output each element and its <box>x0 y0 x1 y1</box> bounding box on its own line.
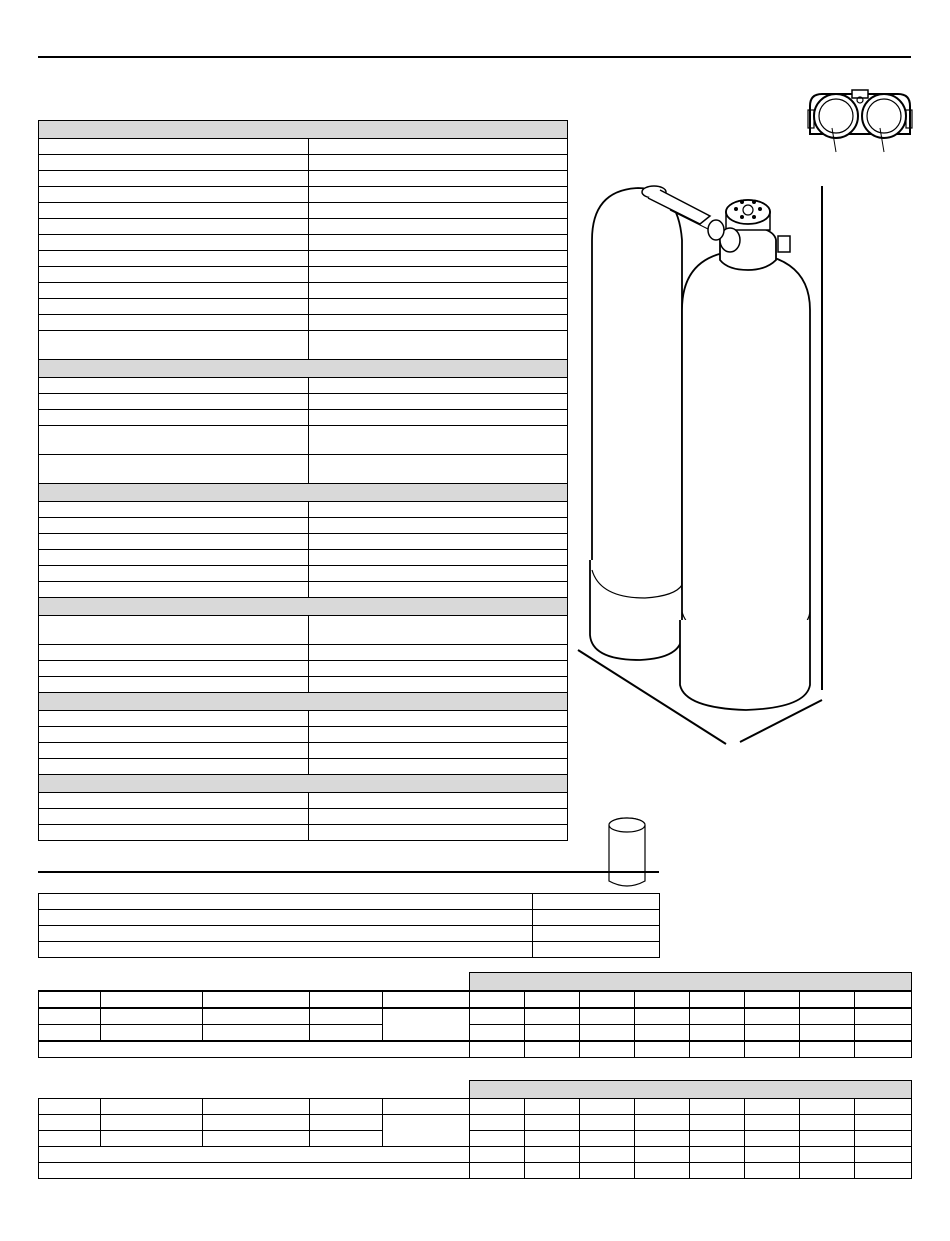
table-cell <box>690 1147 745 1163</box>
table-cell <box>690 1025 745 1042</box>
table-row <box>39 187 568 203</box>
table-cell <box>101 1008 203 1025</box>
spec-label <box>39 187 309 203</box>
table-row <box>39 910 660 926</box>
spec-value <box>309 759 568 775</box>
table-cell <box>635 1025 690 1042</box>
spec-value <box>309 677 568 693</box>
spec-section-header <box>39 121 568 139</box>
flow-rate-table-1 <box>38 972 912 1058</box>
table-cell <box>525 1099 580 1115</box>
table-row <box>39 645 568 661</box>
table-cell <box>745 1163 800 1179</box>
table-cell <box>635 991 690 1008</box>
spec-label <box>39 315 309 331</box>
table-cell <box>580 1163 635 1179</box>
table-cell <box>310 1131 383 1147</box>
flow-table-2-header <box>470 1081 912 1099</box>
table-cell <box>855 1131 912 1147</box>
table-cell <box>470 1163 525 1179</box>
table-row <box>39 616 568 645</box>
table-cell <box>203 1008 310 1025</box>
spec-label <box>39 550 309 566</box>
table-cell <box>855 1115 912 1131</box>
flow-table-1-header <box>470 973 912 992</box>
table-cell <box>635 1099 690 1115</box>
spec-value <box>309 661 568 677</box>
table-cell <box>470 1115 525 1131</box>
table-cell <box>580 1099 635 1115</box>
table-row <box>39 203 568 219</box>
table-row <box>39 727 568 743</box>
table-row <box>39 331 568 360</box>
table-cell <box>580 1115 635 1131</box>
spec-value <box>309 219 568 235</box>
spec-label <box>39 203 309 219</box>
spec-value <box>309 283 568 299</box>
table-cell <box>39 1041 470 1058</box>
table-cell <box>690 1115 745 1131</box>
table-cell <box>745 1131 800 1147</box>
table-cell <box>203 1131 310 1147</box>
table-cell <box>855 1008 912 1025</box>
spec-value <box>309 502 568 518</box>
spec-value <box>309 187 568 203</box>
top-rule <box>38 56 911 58</box>
spec-value <box>309 251 568 267</box>
table-cell <box>800 1041 855 1058</box>
table-cell <box>525 1115 580 1131</box>
spec-value <box>309 139 568 155</box>
table-row <box>39 743 568 759</box>
spec-label <box>39 616 309 645</box>
table-cell <box>310 1099 383 1115</box>
table-cell <box>745 1041 800 1058</box>
twin-tank-top-view-icon <box>800 86 920 156</box>
spec-value <box>309 550 568 566</box>
table-cell <box>745 1008 800 1025</box>
table-cell <box>800 1099 855 1115</box>
media-label <box>39 926 533 942</box>
table-cell <box>383 1115 470 1147</box>
media-value <box>533 926 660 942</box>
table-row <box>39 550 568 566</box>
spec-value <box>309 727 568 743</box>
table-cell <box>39 1131 101 1147</box>
spec-value <box>309 203 568 219</box>
table-row <box>39 267 568 283</box>
table-cell <box>745 991 800 1008</box>
table-cell <box>470 991 525 1008</box>
table-cell <box>470 1131 525 1147</box>
table-cell <box>310 991 383 1008</box>
table-row <box>39 534 568 550</box>
table-row <box>39 219 568 235</box>
table-cell <box>745 1115 800 1131</box>
table-cell <box>39 991 101 1008</box>
spec-section-header <box>39 360 568 378</box>
spec-value <box>309 378 568 394</box>
table-cell <box>635 1147 690 1163</box>
table-row <box>39 825 568 841</box>
spec-value <box>309 299 568 315</box>
table-cell <box>383 991 470 1008</box>
table-cell <box>101 1099 203 1115</box>
spec-label <box>39 171 309 187</box>
table-row <box>39 661 568 677</box>
spec-label <box>39 267 309 283</box>
table-cell <box>855 1099 912 1115</box>
spec-label <box>39 331 309 360</box>
table-cell <box>855 1163 912 1179</box>
table-cell <box>39 1115 101 1131</box>
table-cell <box>690 991 745 1008</box>
spec-label <box>39 727 309 743</box>
spec-value <box>309 809 568 825</box>
table-cell <box>310 1115 383 1131</box>
spec-value <box>309 331 568 360</box>
table-cell <box>580 1008 635 1025</box>
table-cell <box>101 1131 203 1147</box>
spec-label <box>39 677 309 693</box>
spec-label <box>39 582 309 598</box>
table-row <box>39 299 568 315</box>
spec-label <box>39 251 309 267</box>
spec-value <box>309 394 568 410</box>
table-cell <box>470 1025 525 1042</box>
spec-value <box>309 793 568 809</box>
spec-label <box>39 566 309 582</box>
table-row <box>39 582 568 598</box>
table-cell <box>39 1099 101 1115</box>
table-cell <box>690 1099 745 1115</box>
spec-label <box>39 793 309 809</box>
table-cell <box>745 1025 800 1042</box>
table-cell <box>745 1147 800 1163</box>
spec-label <box>39 743 309 759</box>
table-cell <box>635 1131 690 1147</box>
table-row <box>39 410 568 426</box>
table-row <box>39 315 568 331</box>
table-cell <box>101 1115 203 1131</box>
table-cell <box>383 1099 470 1115</box>
table-cell <box>39 1025 101 1042</box>
table-cell <box>580 1041 635 1058</box>
spec-label <box>39 455 309 484</box>
table-row <box>39 171 568 187</box>
spec-label <box>39 502 309 518</box>
table-cell <box>203 1025 310 1042</box>
table-cell <box>470 1008 525 1025</box>
spec-section-header <box>39 775 568 793</box>
table-cell <box>800 1008 855 1025</box>
table-row <box>39 455 568 484</box>
spec-label <box>39 219 309 235</box>
table-row <box>39 378 568 394</box>
table-row <box>39 235 568 251</box>
table-row <box>39 677 568 693</box>
table-cell <box>39 1147 470 1163</box>
table-cell <box>101 1025 203 1042</box>
table-row <box>39 251 568 267</box>
table-cell <box>525 1025 580 1042</box>
spec-value <box>309 645 568 661</box>
table-cell <box>800 1147 855 1163</box>
media-value <box>533 894 660 910</box>
table-cell <box>800 1025 855 1042</box>
table-cell <box>203 1115 310 1131</box>
spec-section-header <box>39 598 568 616</box>
table-cell <box>580 1025 635 1042</box>
spec-label <box>39 155 309 171</box>
table-cell <box>470 1147 525 1163</box>
spec-value <box>309 235 568 251</box>
table-cell <box>855 1025 912 1042</box>
table-cell <box>580 1131 635 1147</box>
spec-value <box>309 582 568 598</box>
table-cell <box>101 991 203 1008</box>
table-cell <box>39 1008 101 1025</box>
table-row <box>39 809 568 825</box>
table-cell <box>690 1163 745 1179</box>
spec-value <box>309 518 568 534</box>
media-value <box>533 942 660 958</box>
spec-section-header <box>39 484 568 502</box>
table-cell <box>525 1131 580 1147</box>
table-row <box>39 566 568 582</box>
twin-tank-water-conditioner-drawing <box>570 180 840 750</box>
table-cell <box>525 1041 580 1058</box>
table-row <box>39 711 568 727</box>
table-cell <box>800 1115 855 1131</box>
table-cell <box>203 991 310 1008</box>
spec-value <box>309 711 568 727</box>
table-cell <box>690 1008 745 1025</box>
table-cell <box>745 1099 800 1115</box>
table-cell <box>525 1147 580 1163</box>
spec-label <box>39 139 309 155</box>
table-cell <box>310 1008 383 1025</box>
media-value <box>533 910 660 926</box>
spec-value <box>309 171 568 187</box>
spec-value <box>309 426 568 455</box>
spec-value <box>309 155 568 171</box>
table-cell <box>470 1099 525 1115</box>
table-cell <box>525 1008 580 1025</box>
table-cell <box>855 1041 912 1058</box>
table-row <box>39 502 568 518</box>
spec-label <box>39 759 309 775</box>
spec-label <box>39 809 309 825</box>
table-row <box>39 155 568 171</box>
table-row <box>39 283 568 299</box>
spec-label <box>39 283 309 299</box>
table-cell <box>855 1147 912 1163</box>
spec-value <box>309 566 568 582</box>
media-label <box>39 910 533 926</box>
table-cell <box>39 1163 470 1179</box>
spec-label <box>39 645 309 661</box>
table-cell <box>525 1163 580 1179</box>
table-cell <box>800 1131 855 1147</box>
table-cell <box>580 1147 635 1163</box>
spec-section-header <box>39 693 568 711</box>
spec-value <box>309 315 568 331</box>
specification-table <box>38 120 568 841</box>
spec-label <box>39 378 309 394</box>
table-cell <box>635 1163 690 1179</box>
media-cylinder-icon <box>605 815 650 890</box>
table-cell <box>203 1099 310 1115</box>
table-row <box>39 139 568 155</box>
spec-label <box>39 661 309 677</box>
spec-value <box>309 825 568 841</box>
spec-value <box>309 455 568 484</box>
spec-label <box>39 825 309 841</box>
table-cell <box>310 1025 383 1042</box>
media-table <box>38 893 660 958</box>
table-row <box>39 518 568 534</box>
spec-label <box>39 534 309 550</box>
table-row <box>39 759 568 775</box>
spec-value <box>309 267 568 283</box>
table-cell <box>470 1041 525 1058</box>
spec-label <box>39 711 309 727</box>
table-row <box>39 942 660 958</box>
flow-rate-table-2 <box>38 1080 912 1179</box>
spec-label <box>39 394 309 410</box>
table-row <box>39 894 660 910</box>
table-cell <box>383 1008 470 1041</box>
spec-label <box>39 518 309 534</box>
table-cell <box>800 1163 855 1179</box>
table-cell <box>635 1008 690 1025</box>
section-rule <box>38 871 659 873</box>
media-label <box>39 942 533 958</box>
table-cell <box>690 1041 745 1058</box>
table-row <box>39 793 568 809</box>
table-row <box>39 426 568 455</box>
spec-label <box>39 410 309 426</box>
table-cell <box>690 1131 745 1147</box>
table-cell <box>525 991 580 1008</box>
spec-label <box>39 299 309 315</box>
spec-label <box>39 235 309 251</box>
spec-value <box>309 534 568 550</box>
table-cell <box>855 991 912 1008</box>
spec-label <box>39 426 309 455</box>
spec-value <box>309 616 568 645</box>
table-cell <box>635 1115 690 1131</box>
media-label <box>39 894 533 910</box>
table-row <box>39 394 568 410</box>
table-cell <box>800 991 855 1008</box>
spec-value <box>309 743 568 759</box>
table-row <box>39 926 660 942</box>
table-cell <box>635 1041 690 1058</box>
table-cell <box>580 991 635 1008</box>
spec-value <box>309 410 568 426</box>
